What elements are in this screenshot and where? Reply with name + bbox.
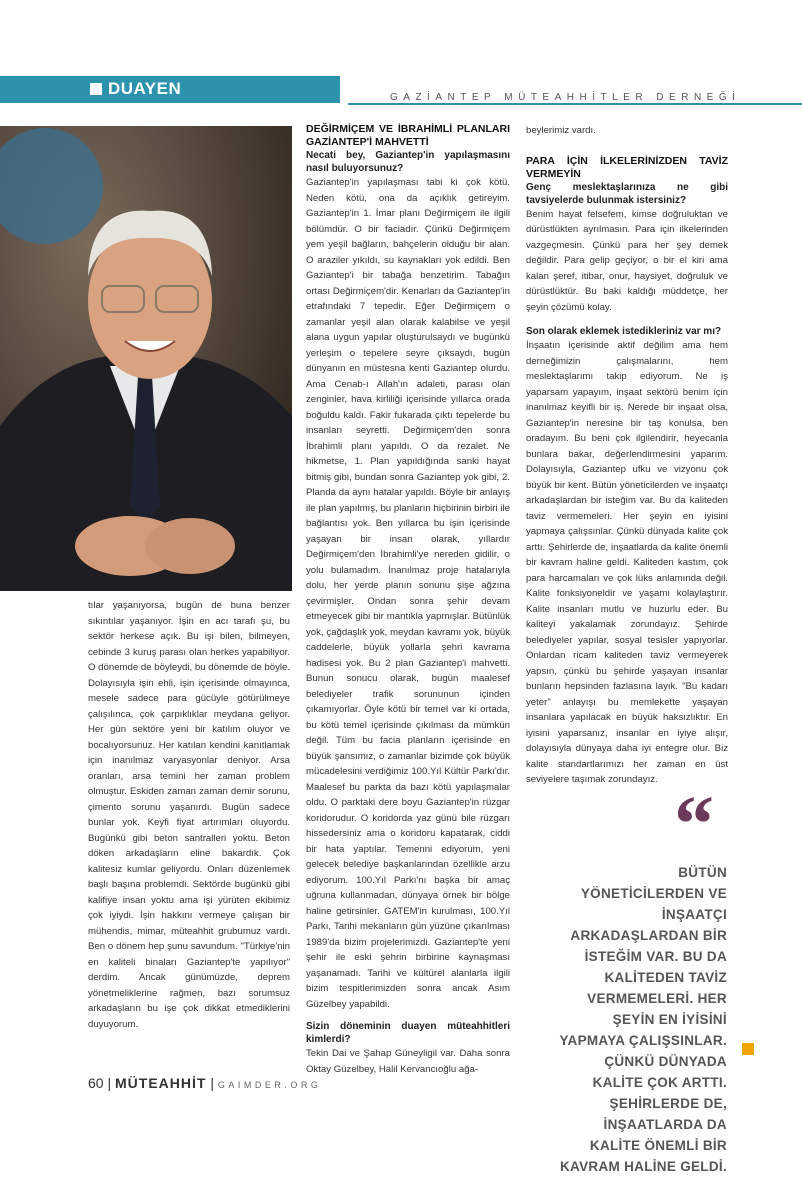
middle-heading: DEĞİRMİÇEM VE İBRAHİMLİ PLANLARI GAZİANTEP'İ MAHVETTİ: [306, 123, 510, 148]
section-marker-icon: [90, 83, 102, 95]
portrait-photo: [0, 126, 292, 591]
pull-quote: BÜTÜN YÖNETİCİLERDEN VE İNŞAATÇI ARKADAŞLARDAN BİR İSTEĞİM VAR. BU DA KALİTEDEN TAVİZ VERMEMELERİ. HER ŞEYİN EN İYİSİNİ YAPMAYA ÇALIŞSINLAR. ÇÜNKÜ DÜNYADA KALİTE ÇOK ARTTI. ŞEHİRLERDE DE, İNŞAATLARDA DA KALİTE ÖNEMLİ BİR KAVRAM HALİNE GELDİ.: [559, 865, 727, 1174]
magazine-name: MÜTEAHHİT: [115, 1075, 207, 1091]
website-link[interactable]: GAIMDER.ORG: [217, 1080, 322, 1090]
right-heading: PARA İÇİN İLKELERİNİZDEN TAVİZ VERMEYİN: [526, 154, 728, 180]
left-column: [88, 598, 290, 1032]
organization-name: GAZİANTEP MÜTEAHHİTLER DERNEĞİ: [390, 92, 741, 103]
page-number: 60: [88, 1075, 104, 1091]
right-answer-2: İnşaatın içerisinde aktif değilim ama hem derneğimizin çalışmalarını, hem meslektaşlarımı takip ediyorum. Ne iş yaparsam yapayım, inşaat sektörü benim için inanılmaz keyifli bir iş. Nerede bir inşaat olsa, Gaziantep'in neresine bir taş konulsa, ben oradayım. Bu beni çok ilgilendirir, heyecanla bunlara bakar, değerlendirmesini yaparım. Dolayısıyla, Gaziantep ufku ve vizyonu çok büyük bir kent. Bütün yöneticilerden ve inşaatçı arkadaşlardan bir isteğim var. Bu da kaliteden taviz vermemeleri. Her şeyin en iyisini yapmaya çalışsınlar. Çünkü dünyada kalite çok arttı. Şehirlerde de, inşaatlarda da kalite önemli bir kavram haline geldi. Kaliteden kastım, çok para harcamaları ve çok lüks anlamında değil. Kalite fonksiyoneldir ve yaşamı kolaylaştırır. Kalite insanları mutlu ve huzurlu eder. Bu kaliteyi yakalamak zorundayız. Şehirde belediyeler yapılar, sosyal tesisler yapıyorlar. Onlardan ricam kaliteden taviz vermeyerek yapsın, çünkü bu şehirde yaşayan insanlar bunların hepsinden fazlasına layık. "Bu kadarı yeter" anlayışı bu memlekette yaşayan insanlara yapılacak en büyük haksızlıktır. En iyisini yaparsanız, insanlar en iyiye alışır, dolayısıyla dünyaya daha iyi entegre olur. Biz kalite standartlarımızı her zaman en üst seviyelere taşımak zorundayız.: [526, 340, 728, 785]
header-rule: [348, 103, 802, 105]
middle-answer-2: Tekin Dai ve Şahap Güneyligil var. Daha sonra Oktay Güzelbey, Halil Kervancıoğlu ağa-: [306, 1048, 510, 1075]
middle-column: [306, 123, 510, 1077]
middle-question-2: Sizin döneminin duayen müteahhitleri kimlerdi?: [306, 1021, 510, 1045]
left-column-text: tılar yaşanıyorsa, bugün de buna benzer sıkıntılar yaşanıyor. İşin en acı tarafı şu, bu sektör herkese açık. Bu işi bilen, bilmeyen, cebinde 3 kuruş parası olan herkes yapabiliyor. O dönemde de böyleydi, bu dönemde de böyle. Dolayısıyla işin ehli, işin içerisinde olmayınca, mesele sadece para gücüyle götürülmeye çalışılınca, çok çarpıklıklar meydana geliyor. Her gün sektöre yeni bir katılım oluyor ve bocalıyorsunuz. Her katılan kendini kanıtlamak için inanılmaz varyasyonlar deniyor. Arsa oranları, arsa temini her zaman problem olmuştur. Eskiden zaman zaman demir sorunu, çimento sorunu yaşanırdı. Bugün sadece bunlar yok. Keyfi fiyat artırımları oluyordu. Bugünkü gibi beton santralleri yoktu. Beton döken arkadaşların eline bakardık. Çok kalitesiz kumlar geliyordu. Onları düzenlemek başlı başına problemdi. Sektörde bugünkü gibi kalifiye insan yoktu ama işi yürüten ekibimiz çok iyiydi. İşin hakkını vermeye çalışan bir mühendis, mimar, müteahhit grubumuz vardı. Ben o dönem hep şunu savundum. "Türkiye'nin en kaliteli binaları Gaziantep'te yapılıyor" derdim. Ancak günümüzde, deprem yönetmeliklerine rağmen, bazı sorumsuz arkadaşların bu işe çok dikkat etmediklerini duyuyorum.: [88, 600, 290, 1030]
middle-question-1: Necati bey, Gaziantep'in yapılaşmasını nasıl buluyorsunuz?: [306, 150, 510, 174]
quote-mark-icon: “: [674, 781, 714, 869]
footer-separator-2: |: [210, 1075, 214, 1091]
right-answer-1: Benim hayat felsefem, kimse doğruluktan ve dürüstlükten ayrılmasın. Para için ilkelerinden vazgeçmesin. Çünkü para her şey demek değildir. Para gelip geçiyor, o bir el kiri ama kalan şeref, itibar, onur, haysiyet, doğruluk ve dürüstlüktür. Bu baki kaldığı müddetçe, her şeyin çözümü kolay.: [526, 208, 728, 313]
footer: [88, 1075, 321, 1091]
end-square-icon: [742, 1043, 754, 1055]
right-column: [526, 123, 728, 788]
footer-separator: |: [107, 1075, 112, 1091]
right-continuation: beylerimiz vardı.: [526, 125, 596, 136]
middle-answer-1: Gaziantep'in yapılaşması tabi ki çok kötü. Neden kötü, ona da açıklık getireyim. Gaziantep'in 1. İmar planı Değirmiçem ile ilgili bölümdür. O bir faciadır. Çünkü Değirmiçem yem yeşil bağların, bahçelerin olduğu bir alan. O araziler yıkıldı, su kaynakları yok edildi. Ben Gaziantep'i bir tabağa benzetirim. Tabağın ortası Değirmiçem'dir. Kenarları da Gaziantep'in etrafındaki 7 tepedir. Eğer Değirmiçem o zamanlar yeşil alan olarak kalabilse ve yeşil alana uygun yapılar oluşturulsaydı ve bugünkü yerleşim o tepelere seyre çıksaydı, bugün dünyanın en müstesna kenti Gaziantep olurdu. Ama Cenab-ı Allah'ın adaleti, parası olan zenginler, hava kirliliği içerisinde yıllarca orada boğuldu kaldı. Fakir fukarada çıktı tepelerde bu insanları seyretti. Değirmiçem'den sonra İbrahimli planı yapıldı. O da rezalet. Ne hikmetse, 1. Plan yapıldığında sanki hayat bitmiş gibi, bundan sonra Gaziantep yok gibi, 2. Planda da aynı hatalar yapıldı. Böyle bir anlayış ile plan yapılmış, bu planların hiçbirinin birbiri ile bağlantısı yok. Ben yıllarca bu işin içerisinde yaşayan bir insan olarak, yıllardır Değirmiçem'den İbrahimli'ye nereden gidilir, o yolu bulamadım. İnanılmaz proje hatalarıyla dolu, her yerde planın sonunu şişe ağzına çevirmişler. Ondan sonra şehir devam etmeyecek gibi bir mantıkla yapmışlar. Bütünlük yok, çağdaşlık yok, meydan kavramı yok, büyük caddelerle, büyük yollarla şehri kavrama hadisesi yok. Bu 2 plan Gaziantep'i mahvetti. Bunun sonucu olarak, bugün maalesef belediyeler trafik sorununun içinden çıkamıyorlar. Öyle kötü bir temel var ki ortada, bu kötü temel içerisinde çıkılması da mümkün değil. Tüm bu facia planların içerisinde en büyük şansımız, o zamanlar bizimde çok büyük mücadelesini verdiğimiz 100.Yıl Kültür Parkı'dır. Maalesef bu parkta da bazı kötü yapılaşmalar oldu. O parktaki dere boyu Gaziantep'in rüzgar koridorudur. O koridorda yaz günü bile rüzgarı hissedersiniz ama o koridoru kapatarak, ciddi bir hata yaptılar. Temenni ediyorum, yeni gelecek belediye başkanlarından özellikle arzu ediyorum. 100.Yıl Parkı'nı başka bir amaç uğruna kullanmadan, dünyaya örnek bir bölge haline getirsinler. GATEM'in kurulması, 100.Yıl Parkı, Tarihi mekanların gün yüzüne çıkarılması 1989'da bizim projelerimizdi. Gaziantep'te yeni şehir ile eski şehrin birbirine kaynaşması yaşanamadı. Tarihi ve kültürel alanlarla ilgili bizim tespitlerimizden sonra ancak Asım Güzelbey yapabildi.: [306, 177, 510, 1010]
right-question-1: Genç meslektaşlarınıza ne gibi tavsiyelerde bulunmak istersiniz?: [526, 181, 728, 206]
portrait-illustration: [0, 126, 292, 591]
section-title: DUAYEN: [108, 79, 182, 98]
right-question-2: Son olarak eklemek istedikleriniz var mı?: [526, 326, 722, 337]
